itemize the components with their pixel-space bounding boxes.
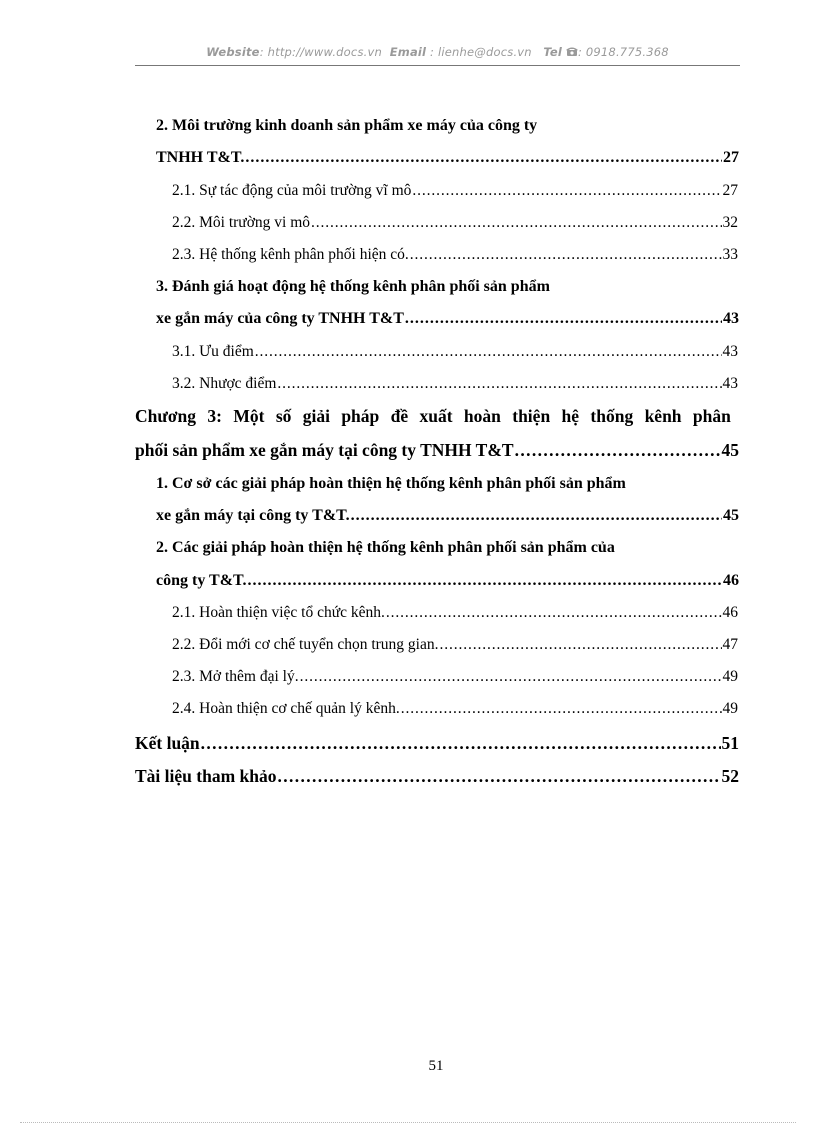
- email-value: : lienhe@docs.vn: [430, 45, 532, 59]
- dot-leader: [405, 309, 722, 329]
- toc-entry-label: phối sản phẩm xe gắn máy tại công ty TNHH T&T: [135, 440, 514, 460]
- toc-entry-page: 51: [721, 733, 739, 753]
- toc-chapter-3-word: hoàn: [463, 406, 501, 426]
- email-label: Email: [389, 45, 427, 59]
- toc-entry-2-1: [172, 181, 738, 201]
- toc-entry-label: 3.1. Ưu điểm: [172, 343, 254, 360]
- tel-value: : 0918.775.368: [577, 45, 669, 59]
- toc-entry-label: 2.3. Hệ thống kênh phân phối hiện có.: [172, 246, 409, 263]
- toc-entry-label: 2.2. Môi trường vi mô: [172, 214, 311, 231]
- toc-entry-references: [135, 766, 739, 786]
- dot-leader: [440, 635, 722, 655]
- toc-entry-chapter-3: [135, 440, 739, 460]
- toc-entry-c2-1: [172, 603, 738, 623]
- toc-entry-page: 46: [722, 604, 738, 621]
- toc-entry-page: 49: [722, 668, 738, 685]
- toc-entry-page: 27: [722, 182, 738, 199]
- toc-entry-label: công ty T&T.: [156, 572, 247, 589]
- toc-entry-page: 46: [723, 572, 739, 589]
- toc-entry-c2-4: [172, 699, 738, 719]
- tel-label: Tel: [543, 45, 563, 59]
- dot-leader: [201, 733, 721, 753]
- toc-entry-page: 52: [721, 766, 739, 786]
- dot-leader: [515, 440, 721, 460]
- toc-entry-section-3: [156, 309, 739, 329]
- toc-section-2-title: 2. Môi trường kinh doanh sản phẩm xe máy của công ty: [156, 117, 538, 134]
- toc-entry-chapter-3-section-1: [156, 506, 739, 526]
- dot-leader: [401, 699, 722, 719]
- toc-entry-label: TNHH T&T.: [156, 149, 245, 166]
- dot-leader: [255, 342, 722, 362]
- dot-leader: [351, 506, 722, 526]
- dot-leader: [248, 571, 722, 591]
- toc-entry-label: Kết luận: [135, 733, 200, 753]
- toc-chapter-3-title: [135, 406, 731, 426]
- toc-section-3-title: 3. Đánh giá hoạt động hệ thống kênh phân phối sản phẩm: [156, 278, 550, 295]
- toc-entry-label: 2.1. Sự tác động của môi trường vĩ mô: [172, 182, 412, 199]
- toc-entry-page: 43: [722, 375, 738, 392]
- toc-entry-label: 2.4. Hoàn thiện cơ chế quản lý kênh.: [172, 700, 400, 717]
- toc-entry-3-2: [172, 374, 738, 394]
- toc-entry-3-1: [172, 342, 738, 362]
- toc-chapter-3-word: kênh: [644, 406, 682, 426]
- toc-chapter-3-word: pháp: [341, 406, 380, 426]
- toc-entry-section-2: [156, 148, 739, 168]
- toc-entry-label: xe gắn máy tại công ty T&T.: [156, 507, 350, 524]
- toc-chapter-3-word: thiện: [512, 406, 551, 426]
- toc-entry-page: 27: [723, 149, 739, 166]
- dot-leader: [277, 374, 721, 394]
- toc-entry-chapter-3-section-2: [156, 571, 739, 591]
- dot-leader: [300, 667, 722, 687]
- toc-entry-2-2: [172, 213, 738, 233]
- toc-chapter-3-word: Một: [233, 406, 265, 426]
- toc-chapter-3-word: Chương: [135, 406, 197, 426]
- dot-leader: [412, 181, 721, 201]
- toc-entry-label: 2.1. Hoàn thiện việc tổ chức kênh.: [172, 604, 385, 621]
- page-number: 51: [428, 1058, 444, 1074]
- toc-entry-c2-2: [172, 635, 738, 655]
- toc-entry-label: Tài liệu tham khảo: [135, 766, 277, 786]
- toc-entry-page: 45: [723, 507, 739, 524]
- toc-entry-label: 2.2. Đổi mới cơ chế tuyển chọn trung gian.: [172, 636, 439, 653]
- toc-entry-label: 2.3. Mở thêm đại lý.: [172, 668, 299, 685]
- dot-leader: [278, 766, 721, 786]
- toc-chapter-3-word: đề: [390, 406, 409, 426]
- dot-leader: [386, 603, 722, 623]
- toc-entry-2-3: [172, 245, 738, 265]
- toc-chapter-3-section-1-title: 1. Cơ sở các giải pháp hoàn thiện hệ thống kênh phân phối sản phẩm: [156, 475, 626, 492]
- toc-entry-page: 47: [722, 636, 738, 653]
- toc-chapter-3-section-2-title: 2. Các giải pháp hoàn thiện hệ thống kênh phân phối sản phẩm của: [156, 539, 615, 556]
- toc-entry-conclusion: [135, 733, 739, 753]
- toc-entry-label: xe gắn máy của công ty TNHH T&T: [156, 310, 404, 327]
- toc-entry-page: 45: [721, 440, 739, 460]
- website-value: : http://www.docs.vn: [259, 45, 382, 59]
- toc-chapter-3-word: xuất: [419, 406, 453, 426]
- dot-leader: [410, 245, 722, 265]
- toc-entry-page: 32: [722, 214, 738, 231]
- dot-leader: [245, 148, 722, 168]
- toc-chapter-3-word: thống: [590, 406, 634, 426]
- toc-chapter-3-word: phân: [692, 406, 731, 426]
- toc-entry-page: 43: [722, 343, 738, 360]
- toc-chapter-3-word: 3:: [207, 406, 222, 426]
- toc-entry-page: 49: [722, 700, 738, 717]
- toc-entry-page: 33: [722, 246, 738, 263]
- toc-chapter-3-word: giải: [302, 406, 330, 426]
- toc-chapter-3-word: hệ: [561, 406, 580, 426]
- toc-entry-c2-3: [172, 667, 738, 687]
- dot-leader: [311, 213, 721, 233]
- website-label: Website: [206, 45, 260, 59]
- toc-entry-page: 43: [723, 310, 739, 327]
- toc-chapter-3-word: số: [275, 406, 292, 426]
- toc-entry-label: 3.2. Nhược điểm: [172, 375, 277, 392]
